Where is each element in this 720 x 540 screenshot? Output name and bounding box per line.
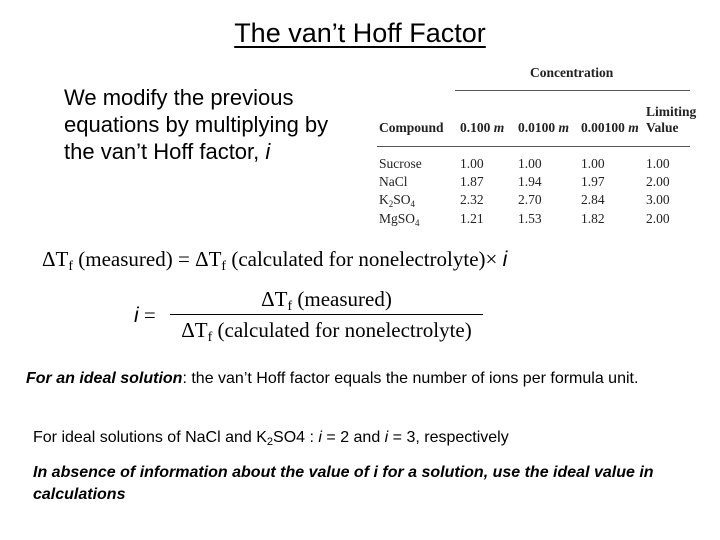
table-row: MgSO$_4$ 1.21 1.53 1.82 2.00 bbox=[379, 211, 670, 228]
equation-measured-delta-tf: ΔTf (measured) = ΔTf (calculated for nonelectrolyte)× i bbox=[42, 247, 508, 274]
slide-title: The van’t Hoff Factor bbox=[234, 18, 486, 48]
compound-mgso4: MgSO$_4$ bbox=[379, 211, 420, 228]
group-header-rule bbox=[455, 90, 690, 91]
header-limiting-value: Limiting Value bbox=[646, 104, 697, 135]
intro-body: We modify the previous equations by multiplying by the van’t Hoff factor, bbox=[64, 85, 329, 164]
ideal-values-paragraph: For ideal solutions of NaCl and $K_2SO4$ : i = 2 and i = 3, respectively bbox=[33, 429, 509, 448]
table-group-header: Concentration bbox=[530, 65, 614, 80]
intro-text bbox=[64, 84, 354, 165]
compound-k2so4: $K_2SO_4$ bbox=[379, 192, 416, 209]
header-conc-2: 0.0100 m bbox=[518, 120, 570, 135]
equation-fraction bbox=[170, 287, 483, 346]
equation-lhs: i = bbox=[134, 303, 156, 327]
table-header-row bbox=[375, 102, 695, 142]
header-conc-1: 0.100 m bbox=[460, 120, 505, 135]
ideal-solution-paragraph: For an ideal solution: the van’t Hoff factor equals the number of ions per formula unit. bbox=[26, 370, 639, 387]
table-row: Sucrose 1.00 1.00 1.00 1.00 bbox=[379, 156, 670, 171]
absence-info-paragraph: In absence of information about the value of i for a solution, use the ideal value in calculations bbox=[33, 464, 654, 503]
header-compound: Compound bbox=[379, 120, 444, 135]
table-row: $K_2SO_4$ 2.32 2.70 2.84 3.00 bbox=[379, 192, 670, 209]
intro-variable: i bbox=[265, 139, 271, 164]
header-conc-3: 0.00100 m bbox=[581, 120, 639, 135]
header-rule bbox=[377, 146, 690, 147]
fraction-denominator: ΔTf (calculated for nonelectrolyte) bbox=[181, 318, 472, 345]
fraction-bar bbox=[170, 314, 483, 315]
fraction-numerator: ΔTf (measured) bbox=[261, 287, 392, 314]
table-row: NaCl 1.87 1.94 1.97 2.00 bbox=[379, 174, 670, 189]
